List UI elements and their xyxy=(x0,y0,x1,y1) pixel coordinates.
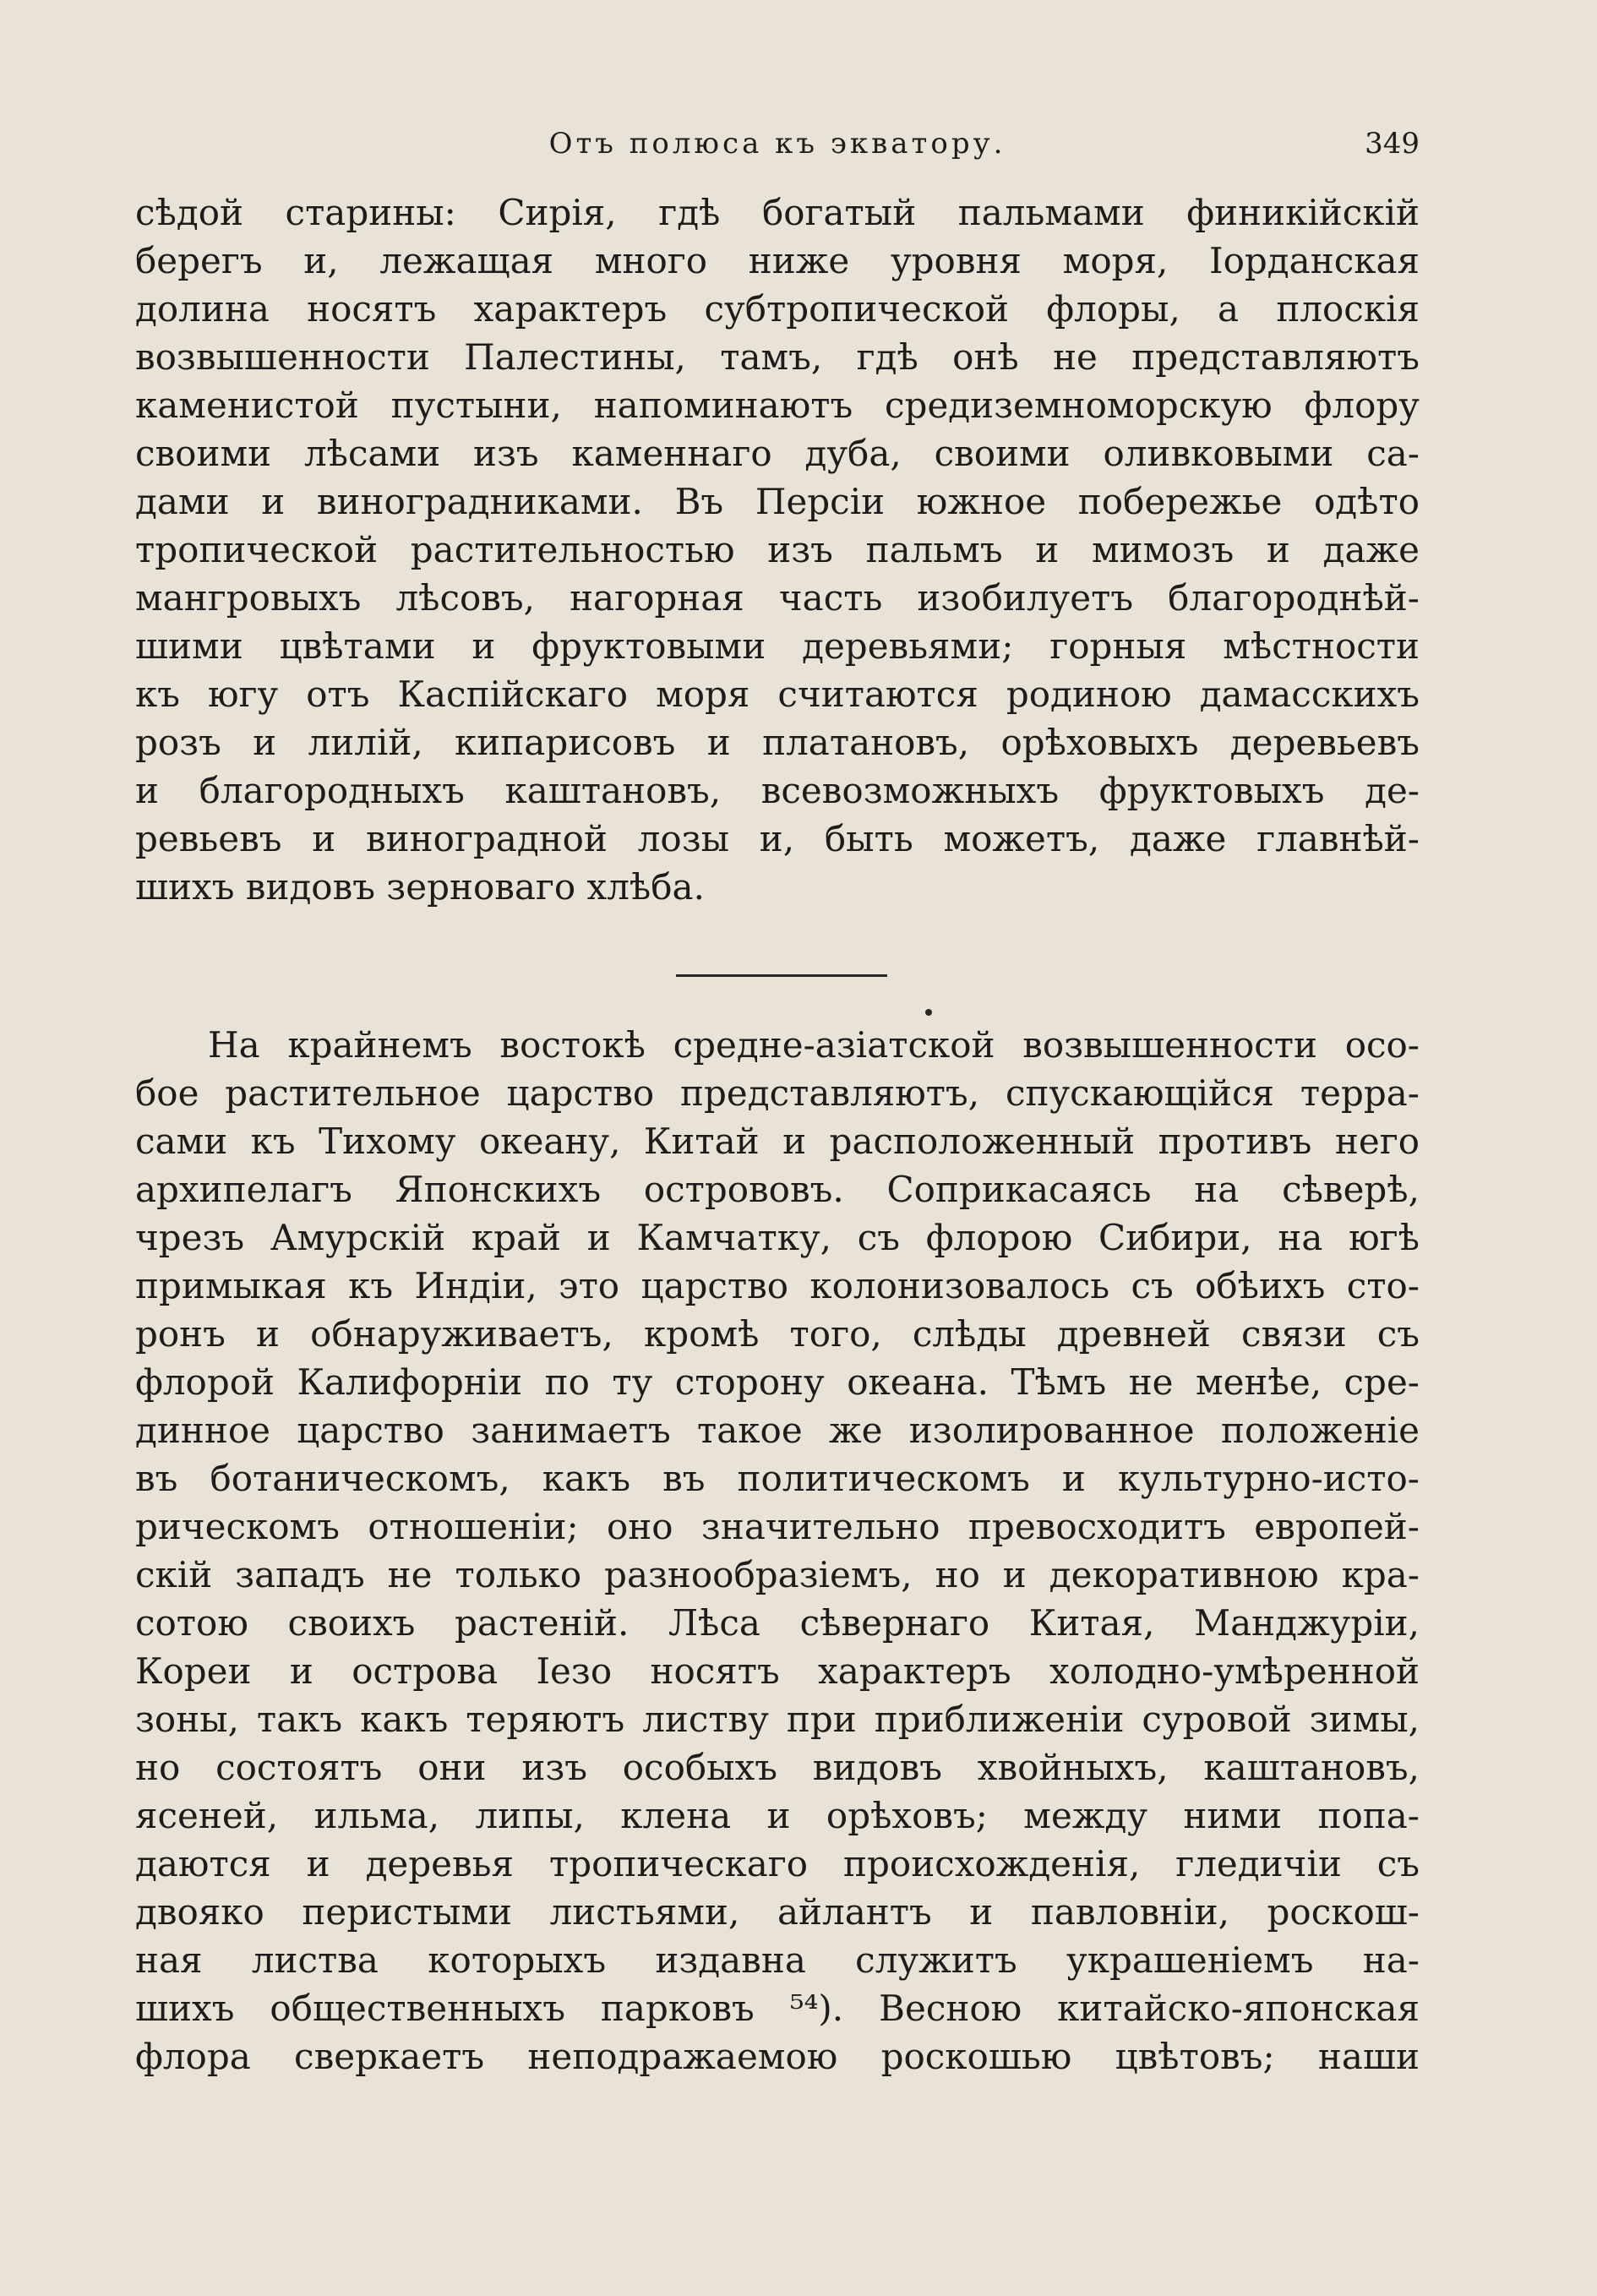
text-line: зоны, такъ какъ теряютъ листву при приближеніи суровой зимы, xyxy=(135,1699,1420,1740)
text-line: ная листва которыхъ издавна служитъ украшеніемъ на- xyxy=(135,1939,1420,1981)
text-line: сѣдой старины: Сирія, гдѣ богатый пальмами финикійскій xyxy=(135,192,1420,233)
text-line: ясеней, ильма, липы, клена и орѣховъ; между ними попа- xyxy=(135,1795,1420,1836)
text-line: мангровыхъ лѣсовъ, нагорная часть изобилуетъ благороднѣй- xyxy=(135,577,1420,619)
text-line: двояко перистыми листьями, айлантъ и павловніи, роскош- xyxy=(135,1891,1420,1933)
text-line: своими лѣсами изъ каменнаго дуба, своими оливковыми са- xyxy=(135,433,1420,474)
text-line: флора сверкаетъ неподражаемою роскошью цвѣтовъ; наши xyxy=(135,2036,1420,2077)
text-line: дами и виноградниками. Въ Персіи южное побережье одѣто xyxy=(135,481,1420,522)
text-line: скій западъ не только разнообразіемъ, но и декоративною кра- xyxy=(135,1554,1420,1595)
text-line: чрезъ Амурскій край и Камчатку, съ флорою Сибири, на югѣ xyxy=(135,1217,1420,1258)
text-line: но состоятъ они изъ особыхъ видовъ хвойныхъ, каштановъ, xyxy=(135,1747,1420,1788)
text-line: берегъ и, лежащая много ниже уровня моря, Іорданская xyxy=(135,240,1420,281)
text-line: ронъ и обнаруживаетъ, кромѣ того, слѣды древней связи съ xyxy=(135,1313,1420,1355)
text-line: бое растительное царство представляютъ, спускающійся терра- xyxy=(135,1072,1420,1114)
text-line: флорой Калифорніи по ту сторону океана. Тѣмъ не менѣе, сре- xyxy=(135,1361,1420,1403)
text-line: розъ и лилій, кипарисовъ и платановъ, орѣховыхъ деревьевъ xyxy=(135,722,1420,763)
text-line: динное царство занимаетъ такое же изолированное положеніе xyxy=(135,1410,1420,1451)
text-line: ревьевъ и виноградной лозы и, быть можетъ, даже главнѣй- xyxy=(135,818,1420,859)
text-line: тропической растительностью изъ пальмъ и мимозъ и даже xyxy=(135,529,1420,570)
text-line: каменистой пустыни, напоминаютъ средиземноморскую флору xyxy=(135,384,1420,426)
text-line: шихъ видовъ зерноваго хлѣба. xyxy=(135,866,705,908)
text-line: и благородныхъ каштановъ, всевозможныхъ фруктовыхъ де- xyxy=(135,770,1420,811)
running-title: Отъ полюса къ экватору. xyxy=(548,127,1006,161)
section-divider xyxy=(676,974,887,977)
text-line: примыкая къ Индіи, это царство колонизовалось съ обѣихъ сто- xyxy=(135,1265,1420,1306)
text-line: возвышенности Палестины, тамъ, гдѣ онѣ не представляютъ xyxy=(135,336,1420,378)
text-line: шими цвѣтами и фруктовыми деревьями; горныя мѣстности xyxy=(135,625,1420,667)
text-line: къ югу отъ Каспійскаго моря считаются родиною дамасскихъ xyxy=(135,674,1420,715)
text-line: сотою своихъ растеній. Лѣса сѣвернаго Китая, Манджуріи, xyxy=(135,1602,1420,1644)
text-line: долина носятъ характеръ субтропической флоры, а плоскія xyxy=(135,288,1420,330)
text-line: На крайнемъ востокѣ средне-азіатской возвышенности осо- xyxy=(208,1024,1420,1066)
paragraph-new-section xyxy=(135,1021,1420,2081)
page-number: 349 xyxy=(1365,127,1420,161)
text-line: даются и деревья тропическаго происхожденія, гледичіи съ xyxy=(135,1843,1420,1884)
text-line: сами къ Тихому океану, Китай и расположенный противъ него xyxy=(135,1121,1420,1162)
text-line: шихъ общественныхъ парковъ ⁵⁴). Весною китайско-японская xyxy=(135,1988,1420,2029)
text-line: Кореи и острова Іезо носятъ характеръ холодно-умѣренной xyxy=(135,1650,1420,1692)
text-line: рическомъ отношеніи; оно значительно превосходитъ европей- xyxy=(135,1506,1420,1547)
text-line: архипелагъ Японскихъ острововъ. Соприкасаясь на сѣверѣ, xyxy=(135,1169,1420,1210)
ink-speck xyxy=(925,1009,932,1016)
text-line: въ ботаническомъ, какъ въ политическомъ и культурно-исто- xyxy=(135,1458,1420,1499)
page-header xyxy=(135,127,1420,169)
paragraph-continued xyxy=(135,188,1420,911)
